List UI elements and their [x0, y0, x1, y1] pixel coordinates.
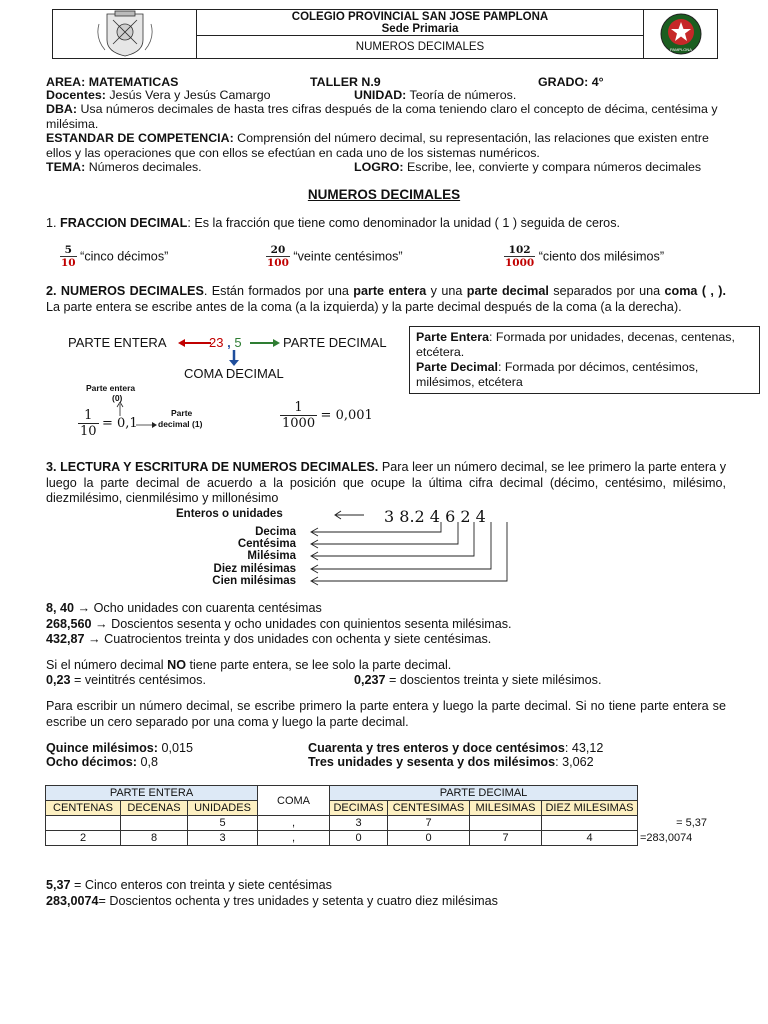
section3-heading: 3. LECTURA Y ESCRITURA DE NUMEROS DECIMALES. [46, 460, 379, 474]
table-cell [470, 816, 542, 831]
section1-number: 1. [46, 216, 57, 230]
place-value-table [45, 785, 710, 846]
example-value: 432,87 [46, 632, 85, 646]
place-value-arrows [300, 522, 512, 588]
place-label-centesima: Centésima [237, 538, 296, 551]
area-value: MATEMATICAS [88, 75, 179, 89]
table-cell: 7 [388, 816, 470, 831]
main-title: NUMEROS DECIMALES [307, 187, 461, 202]
fraction-example-2 [266, 244, 403, 269]
estandar-label: ESTANDAR DE COMPETENCIA: [46, 131, 234, 145]
header-school-block [197, 10, 643, 36]
table-reading [46, 894, 726, 910]
fraction-denominator: 100 [267, 257, 289, 269]
section2-text: y una [426, 284, 467, 298]
table-row [46, 816, 710, 831]
unidad-label: UNIDAD: [354, 88, 407, 102]
reading-example: 8, 40 → Ocho unidades con cuarenta centésimas [46, 601, 322, 615]
example-value: 0,23 [46, 673, 71, 687]
place-value-labels [200, 526, 296, 587]
writing-rule: Para escribir un número decimal, se escribe primero la parte entera y luego la parte decimal. Si no tiene parte entera se escribe un cero separado por una coma y luego la parte decimal. [46, 699, 726, 729]
fraction-denominator: 1000 [505, 257, 535, 269]
entero-value: 23 [209, 335, 224, 350]
small-cero: (0) [112, 393, 123, 403]
logo-text: PAMPLONA [670, 47, 692, 52]
table-readings [46, 878, 726, 909]
small-parte-entera: Parte entera [86, 383, 136, 393]
fraction-reading: “cinco décimos” [80, 249, 169, 264]
logro-value: Escribe, lee, convierte y compara números decimales [407, 160, 702, 174]
fraction-numerator: 5 [60, 244, 77, 257]
fraction-reading: “ciento dos milésimos” [538, 249, 665, 264]
place-label-decima: Decima [255, 526, 296, 538]
arrow-left-icon [178, 337, 212, 349]
table-cell: 0 [330, 831, 388, 846]
section1-heading: FRACCION DECIMAL [60, 216, 188, 230]
grado-label: GRADO: [538, 75, 589, 89]
fraction-numerator: 20 [266, 244, 290, 257]
header-table [52, 9, 718, 59]
tema-value: Números decimales. [88, 160, 202, 174]
unidad-value: Teoría de números. [409, 88, 517, 102]
small-decimal-uno: decimal (1) [158, 419, 203, 429]
school-crest-logo [53, 10, 197, 58]
group-parte-entera: PARTE ENTERA [46, 786, 258, 801]
table-row [46, 831, 710, 846]
table-reading [46, 878, 726, 894]
reading-value: 5,37 [46, 878, 71, 892]
section3-definition [46, 460, 726, 507]
fraction-example-3 [504, 244, 664, 269]
fraction-result: = 0,1 [102, 416, 138, 431]
dba-value: Usa números decimales de hasta tres cifras después de la coma teniendo claro el concepto de décima, centésima y milésima. [46, 102, 718, 131]
dba-label: DBA: [46, 102, 77, 116]
reading-example: 432,87 → Cuatrocientos treinta y dos unidades con ochenta y siete centésimas. [46, 632, 492, 646]
column-decimas: DECIMAS [330, 801, 388, 816]
estandar-value: Comprensión del número decimal, su representación, las relaciones que existen entre ellos y las operaciones que con ellos se efectúan en cada uno de los sistemas numéricos. [46, 131, 709, 160]
column-milesimas: MILESIMAS [470, 801, 542, 816]
fraction-denominator: 1000 [282, 416, 316, 431]
writing-examples-row2 [46, 755, 726, 771]
section2-text: La parte entera se escribe antes de la coma (a la izquierda) y la parte decimal después de la coma (a la derecha). [46, 299, 682, 314]
box-decimal-text: : Formada por décimos, centésimos, milésimos, etcétera [416, 360, 699, 389]
writing-label: Quince milésimos: [46, 741, 158, 755]
fraction-denominator: 10 [61, 257, 76, 269]
table-spacer [638, 786, 710, 801]
table-cell: 2 [46, 831, 121, 846]
section1-definition [46, 216, 726, 232]
decimal-value: 5 [234, 335, 242, 350]
example-decimal-number: 3 8.2 4 6 2 4 [384, 507, 486, 526]
box-entera-text: : Formada por unidades, decenas, centenas, etcétera. [416, 330, 735, 359]
table-cell: 7 [470, 831, 542, 846]
enteros-label: Enteros o unidades [176, 508, 283, 520]
section2-heading: 2. NUMEROS DECIMALES [46, 284, 204, 298]
arrow-right-icon [250, 337, 280, 349]
arrow-down-icon [228, 350, 240, 367]
row-result: =283,0074 [640, 832, 693, 844]
info-estandar [46, 131, 726, 160]
writing-label: Cuarenta y tres enteros y doce centésimos [308, 741, 565, 755]
example-value: 268,560 [46, 616, 92, 631]
pamplona-logo [643, 10, 717, 58]
fraction-numerator: 102 [504, 244, 535, 257]
docentes-value: Jesús Vera y Jesús Camargo [109, 88, 271, 102]
example-number [209, 335, 242, 350]
fraction-numerator: 1 [78, 408, 99, 424]
example-reading: Doscientos sesenta y ocho unidades con quinientos sesenta milésimas. [111, 616, 512, 631]
no-entera-examples [46, 673, 726, 689]
table-spacer [638, 801, 710, 816]
example-reading: Ocho unidades con cuarenta centésimas [93, 601, 322, 615]
info-dba [46, 102, 726, 131]
column-centenas: CENTENAS [46, 801, 121, 816]
group-parte-decimal: PARTE DECIMAL [330, 786, 638, 801]
small-parte: Parte [171, 408, 193, 418]
column-decenas: DECENAS [121, 801, 188, 816]
column-unidades: UNIDADES [188, 801, 258, 816]
fraction-reading: “veinte centésimos” [293, 249, 403, 264]
section1-text: : Es la fracción que tiene como denominador la unidad ( 1 ) seguida de ceros. [187, 216, 620, 230]
arrow-left-icon [334, 510, 364, 520]
example-value: 0,237 [354, 673, 386, 687]
logro-label: LOGRO: [354, 160, 404, 174]
fraction-result: = 0,001 [320, 408, 373, 423]
rule-text: tiene parte entera, se lee solo la parte decimal. [185, 658, 452, 672]
example-reading: Cuatrocientos treinta y dos unidades con ochenta y siete centésimas. [104, 632, 492, 646]
box-decimal-label: Parte Decimal [416, 360, 498, 374]
table-cell [46, 816, 121, 831]
table-cell [121, 816, 188, 831]
place-label-milesima: Milésima [247, 550, 296, 563]
rule-bold: NO [167, 658, 186, 672]
table-cell: 4 [542, 831, 638, 846]
writing-label: Tres unidades y sesenta y dos milésimos [308, 755, 556, 769]
section3-text: Para leer un número decimal, se lee primero la parte entera y luego la parte decimal de acuerdo a la posición que ocupe la última cifra decimal (décimo, centésimo, milésimo, diezmilésimo, cienmilésimo y millonésimo [46, 460, 726, 505]
place-label-cien-milesimas: Cien milésimas [212, 574, 296, 587]
table-header-row [46, 801, 710, 816]
reading-example: 268,560 → Doscientos sesenta y ocho unidades con quinientos sesenta milésimas. [46, 616, 512, 631]
section2-text: . Están formados por una [203, 284, 354, 298]
school-name: COLEGIO PROVINCIAL SAN JOSE PAMPLONA [291, 11, 549, 23]
parts-definition-box [409, 326, 760, 394]
example-reading: = veintitrés centésimos. [70, 673, 206, 687]
example-reading: = doscientos treinta y siete milésimos. [385, 673, 602, 687]
reading-text: = Doscientos ochenta y tres unidades y setenta y cuatro diez milésimas [98, 893, 498, 908]
column-centesimas: CENTESIMAS [388, 801, 470, 816]
writing-value: 0,015 [157, 741, 193, 755]
table-cell: , [258, 816, 330, 831]
section2-text: separados por una [548, 284, 665, 298]
fraction-numerator: 1 [280, 400, 317, 416]
table-cell: 8 [121, 831, 188, 846]
row-result: = 5,37 [676, 817, 707, 829]
fraction-denominator: 10 [80, 424, 97, 439]
comma-mark: , [227, 335, 231, 350]
fraction-one-thousandth [280, 400, 373, 431]
example-value: 8, 40 [46, 601, 75, 615]
writing-value: : 3,062 [555, 755, 594, 769]
parte-entera-label: PARTE ENTERA [68, 335, 167, 350]
box-entera-label: Parte Entera [416, 330, 490, 344]
parte-decimal-label: PARTE DECIMAL [283, 335, 387, 350]
column-coma: COMA [258, 786, 330, 816]
coma-decimal-label: COMA DECIMAL [184, 366, 284, 381]
table-group-row [46, 786, 710, 801]
reading-text: = Cinco enteros con treinta y siete centésimas [70, 878, 332, 892]
table-cell: 3 [188, 831, 258, 846]
table-cell: 5 [188, 816, 258, 831]
table-cell: 3 [330, 816, 388, 831]
taller-label: TALLER N.9 [310, 75, 381, 89]
section2-definition [46, 284, 726, 315]
document-title: NUMEROS DECIMALES [355, 41, 485, 53]
bold-term: parte entera [353, 284, 427, 298]
place-label-diez-milesimas: Diez milésimas [213, 562, 296, 575]
writing-value: : 43,12 [564, 741, 604, 755]
column-diez-milesimas: DIEZ MILESIMAS [542, 801, 638, 816]
bold-term: coma ( , ). [664, 284, 726, 298]
table-cell: 0 [388, 831, 470, 846]
writing-label: Ocho décimos: [46, 755, 137, 769]
reading-examples [46, 601, 726, 648]
docentes-label: Docentes: [46, 88, 106, 102]
info-row-docentes [46, 88, 726, 103]
reading-value: 283,0074 [46, 893, 99, 908]
rule-text: Si el número decimal [46, 658, 168, 672]
no-entera-rule [46, 658, 726, 674]
branch-name: Sede Primaria [381, 23, 459, 35]
arrow-right-small-icon [136, 420, 158, 430]
table-cell [542, 816, 638, 831]
table-cell: , [258, 831, 330, 846]
decimal-parts-diagram [68, 335, 166, 350]
bold-term: parte decimal [466, 284, 549, 298]
writing-value: 0,8 [136, 755, 158, 769]
fraction-one-tenth [78, 408, 138, 439]
grado-value: 4° [591, 75, 604, 89]
fraction-example-1 [60, 244, 168, 269]
tema-label: TEMA: [46, 160, 86, 174]
info-row-tema [46, 160, 726, 175]
area-label: AREA: [46, 75, 86, 89]
